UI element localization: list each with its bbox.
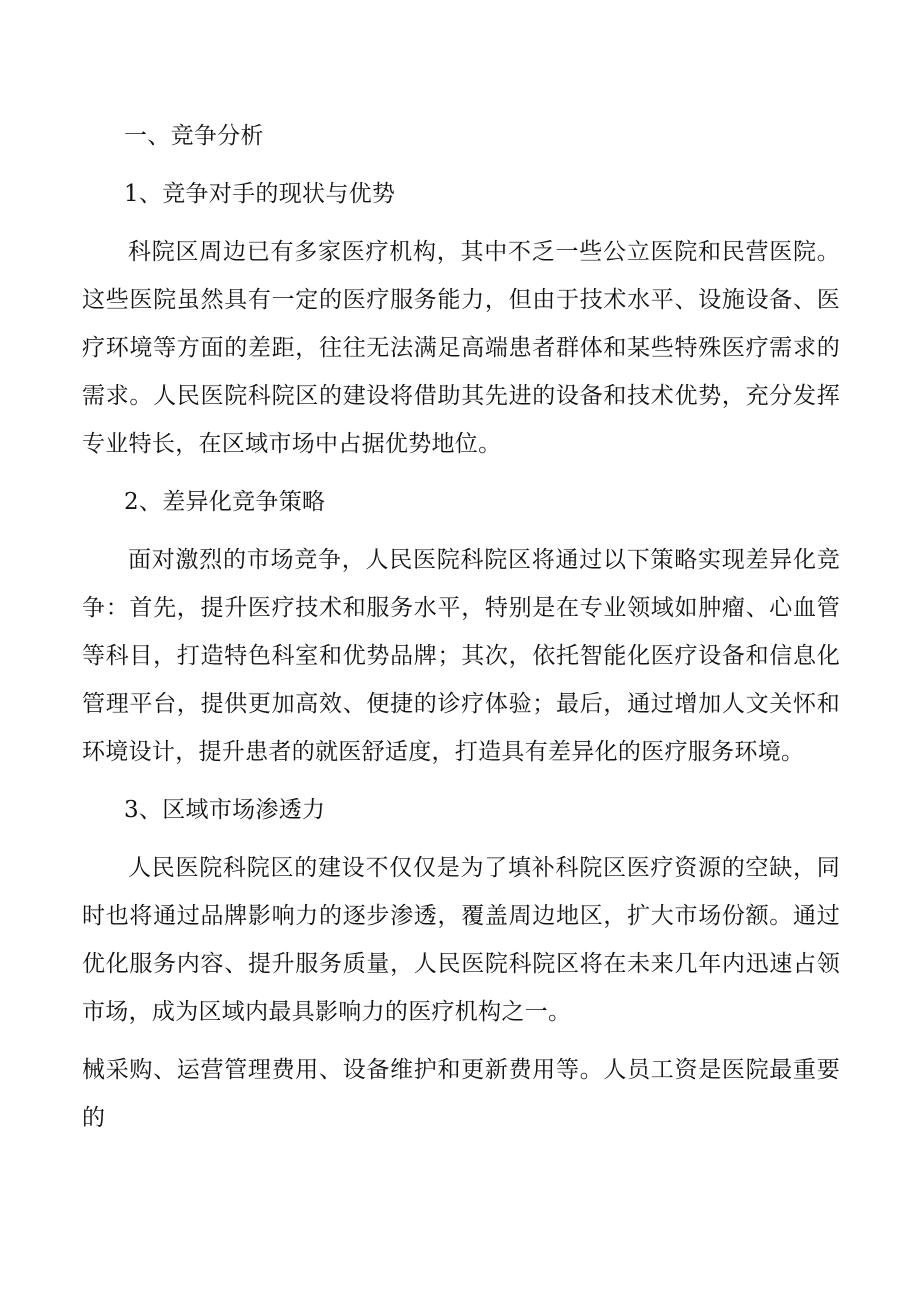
- document-body: [82, 112, 840, 1152]
- subsection-paragraph-1: 科院区周边已有多家医疗机构，其中不乏一些公立医院和民营医院。这些医院虽然具有一定的医疗服务能力，但由于技术水平、设施设备、医疗环境等方面的差距，往往无法满足高端患者群体和某些特殊医疗需求的需求。人民医院科院区的建设将借助其先进的设备和技术优势，充分发挥专业特长，在区域市场中占据优势地位。: [82, 239, 840, 457]
- subsection-paragraph-2: 面对激烈的市场竞争，人民医院科院区将通过以下策略实现差异化竞争：首先，提升医疗技术和服务水平，特别是在专业领域如肿瘤、心血管等科目，打造特色科室和优势品牌；其次，依托智能化医疗设备和信息化管理平台，提供更加高效、便捷的诊疗体验；最后，通过增加人文关怀和环境设计，提升患者的就医舒适度，打造具有差异化的医疗服务环境。: [82, 547, 840, 765]
- subsection-heading-1: 1、竞争对手的现状与优势: [124, 181, 396, 207]
- section-title: 一、竞争分析: [124, 123, 264, 149]
- subsection-heading-2: 2、差异化竞争策略: [124, 489, 326, 515]
- subsection-heading-3: 3、区域市场渗透力: [124, 797, 326, 823]
- trailing-paragraph: 械采购、运营管理费用、设备维护和更新费用等。人员工资是医院最重要的: [82, 1057, 840, 1131]
- subsection-paragraph-3: 人民医院科院区的建设不仅仅是为了填补科院区医疗资源的空缺，同时也将通过品牌影响力的逐步渗透，覆盖周边地区，扩大市场份额。通过优化服务内容、提升服务质量，人民医院科院区将在未来几年内迅速占领市场，成为区域内最具影响力的医疗机构之一。: [82, 855, 840, 1025]
